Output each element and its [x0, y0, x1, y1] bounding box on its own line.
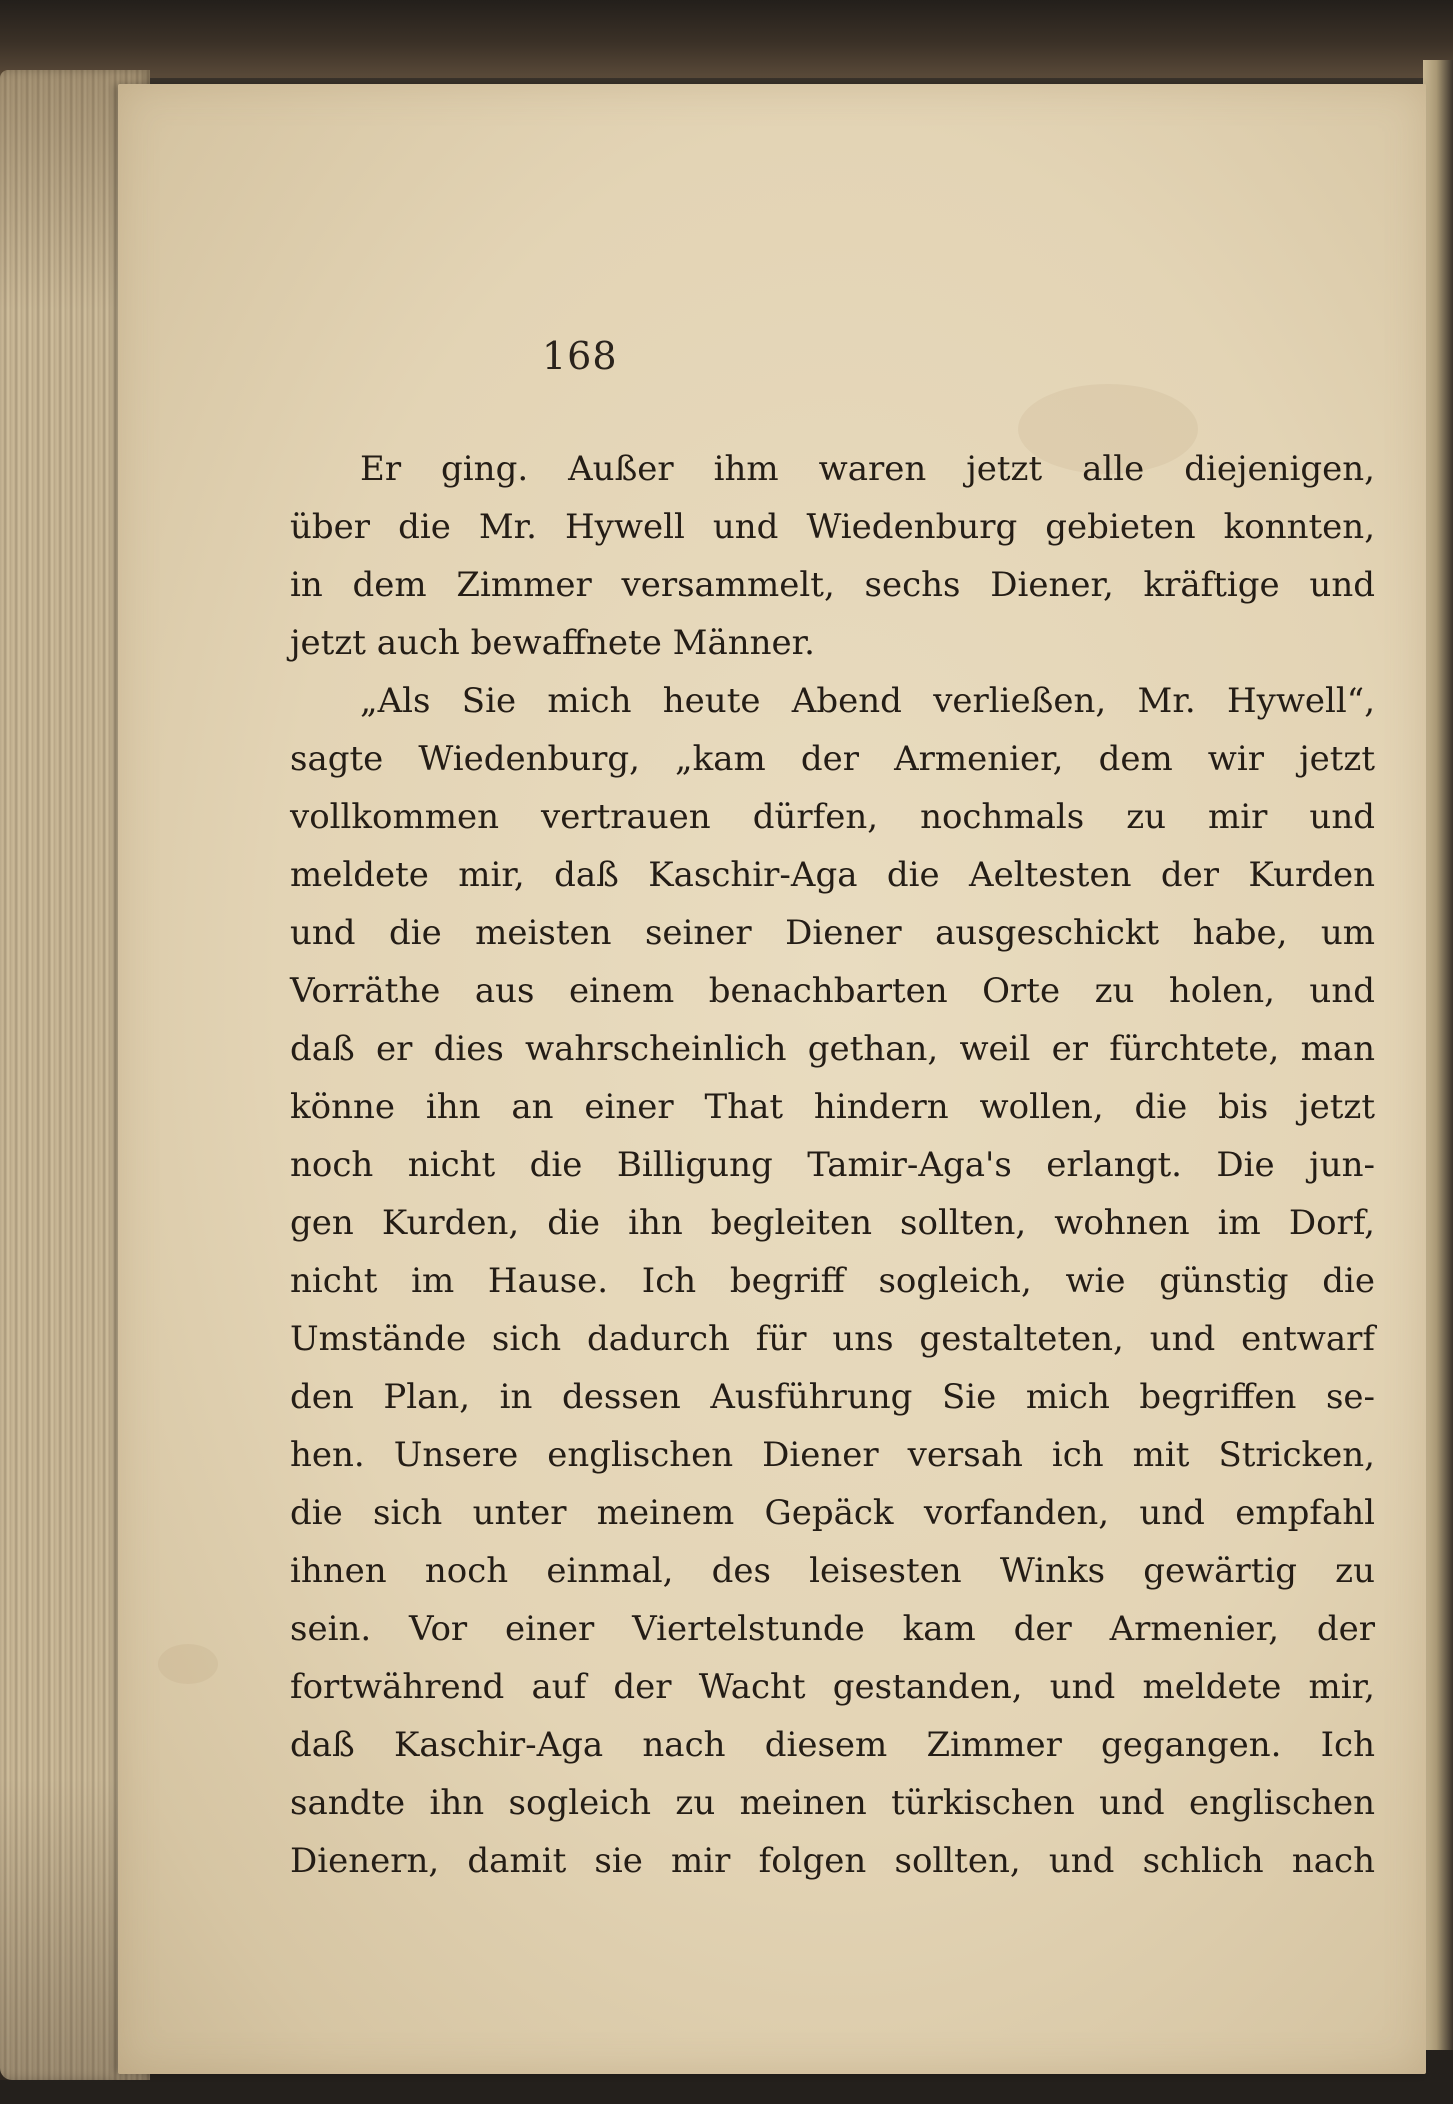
right-page-edge	[1423, 60, 1453, 2050]
text-line: in dem Zimmer versammelt, sechs Diener, kräftige und	[290, 565, 1375, 605]
text-line: Vorräthe aus einem benachbarten Orte zu holen, und	[290, 971, 1375, 1011]
text-line: daß Kaschir-Aga nach diesem Zimmer gegangen. Ich	[290, 1725, 1375, 1765]
text-line: fortwährend auf der Wacht gestanden, und meldete mir,	[290, 1667, 1375, 1707]
book-cover-top-edge	[0, 0, 1453, 78]
text-line: könne ihn an einer That hindern wollen, die bis jetzt	[290, 1087, 1375, 1127]
page-number: 168	[542, 334, 618, 378]
text-line: und die meisten seiner Diener ausgeschickt habe, um	[290, 913, 1375, 953]
text-line: sandte ihn sogleich zu meinen türkischen und englischen	[290, 1783, 1375, 1823]
body-text	[290, 440, 1375, 1890]
text-line: sagte Wiedenburg, „kam der Armenier, dem wir jetzt	[290, 739, 1375, 779]
text-line: nicht im Hause. Ich begriff sogleich, wie günstig die	[290, 1261, 1375, 1301]
text-line: ihnen noch einmal, des leisesten Winks gewärtig zu	[290, 1551, 1375, 1591]
paper-stain	[158, 1644, 218, 1684]
text-line: daß er dies wahrscheinlich gethan, weil er fürchtete, man	[290, 1029, 1375, 1069]
text-line: meldete mir, daß Kaschir-Aga die Aeltesten der Kurden	[290, 855, 1375, 895]
text-line: sein. Vor einer Viertelstunde kam der Armenier, der	[290, 1609, 1375, 1649]
text-line: vollkommen vertrauen dürfen, nochmals zu mir und	[290, 797, 1375, 837]
text-line: gen Kurden, die ihn begleiten sollten, wohnen im Dorf,	[290, 1203, 1375, 1243]
text-line: Umstände sich dadurch für uns gestalteten, und entwarf	[290, 1319, 1375, 1359]
text-line: jetzt auch bewaffnete Männer.	[290, 623, 815, 663]
text-line: hen. Unsere englischen Diener versah ich mit Stricken,	[290, 1435, 1375, 1475]
text-line: über die Mr. Hywell und Wiedenburg gebieten konnten,	[290, 507, 1375, 547]
text-line: „Als Sie mich heute Abend verließen, Mr. Hywell“,	[360, 681, 1375, 721]
text-line: den Plan, in dessen Ausführung Sie mich begriffen se-	[290, 1377, 1375, 1417]
book-page	[118, 84, 1426, 2074]
text-line: Dienern, damit sie mir folgen sollten, und schlich nach	[290, 1841, 1375, 1881]
text-line: Er ging. Außer ihm waren jetzt alle diejenigen,	[360, 449, 1375, 489]
text-line: noch nicht die Billigung Tamir-Aga's erlangt. Die jun-	[290, 1145, 1375, 1185]
text-line: die sich unter meinem Gepäck vorfanden, und empfahl	[290, 1493, 1375, 1533]
